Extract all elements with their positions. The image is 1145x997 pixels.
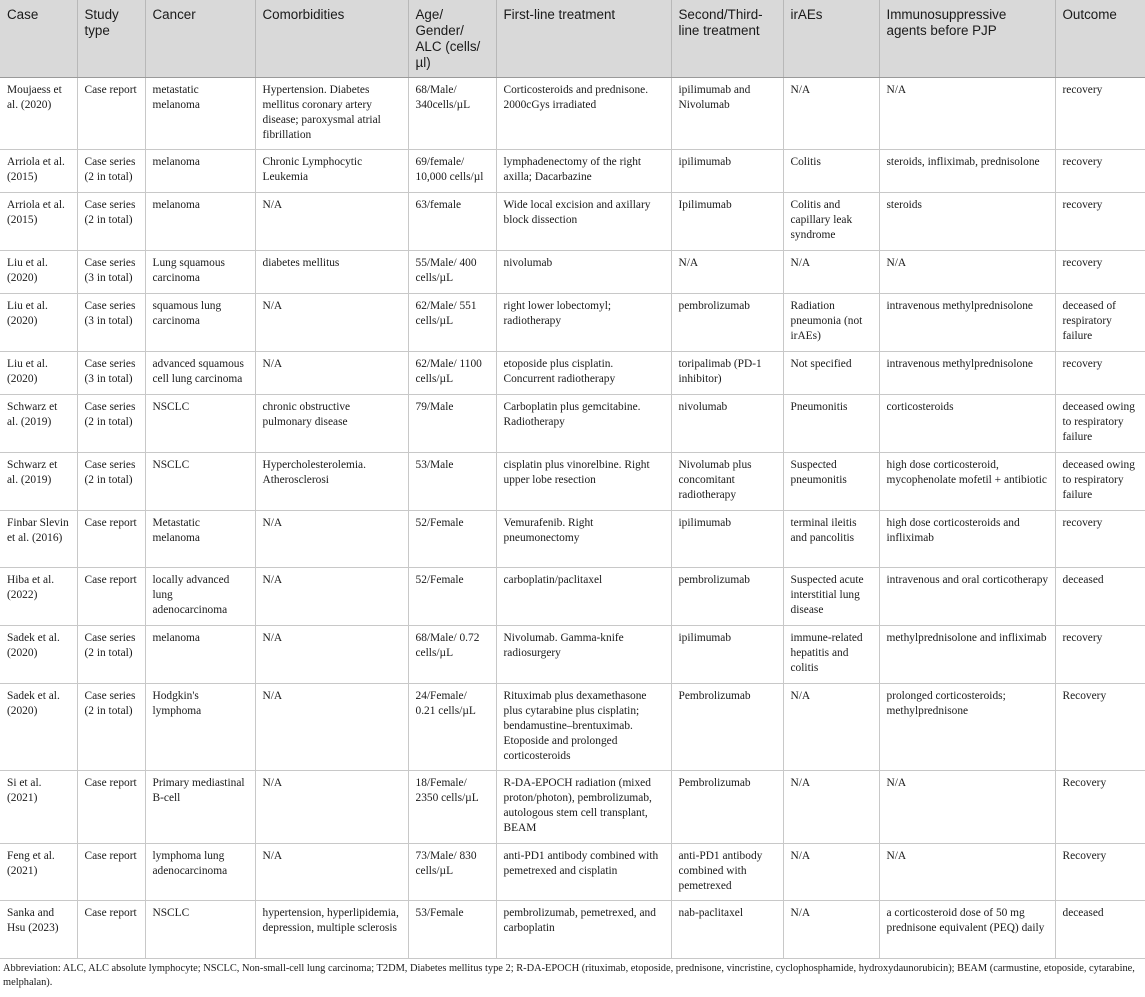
table-cell: Case series (2 in total): [77, 684, 145, 771]
table-cell: Case report: [77, 771, 145, 844]
table-cell: right lower lobectomyl; radiotherapy: [496, 294, 671, 352]
table-cell: Hypercholesterolemia. Atherosclerosi: [255, 453, 408, 511]
table-cell: Hypertension. Diabetes mellitus coronary artery disease; paroxysmal atrial fibrillation: [255, 78, 408, 150]
table-cell: Liu et al. (2020): [0, 251, 77, 294]
table-cell: Recovery: [1055, 844, 1145, 901]
table-cell: lymphoma lung adenocarcinoma: [145, 844, 255, 901]
table-cell: Metastatic melanoma: [145, 511, 255, 568]
table-cell: chronic obstructive pulmonary disease: [255, 395, 408, 453]
table-cell: 18/Female/ 2350 cells/µL: [408, 771, 496, 844]
table-cell: steroids: [879, 193, 1055, 251]
table-cell: recovery: [1055, 251, 1145, 294]
table-cell: Case report: [77, 901, 145, 959]
table-cell: Case report: [77, 78, 145, 150]
table-cell: Schwarz et al. (2019): [0, 395, 77, 453]
table-row: [0, 684, 1145, 771]
column-header: Second/Third-line treatment: [671, 0, 783, 78]
table-cell: nivolumab: [496, 251, 671, 294]
table-cell: Recovery: [1055, 771, 1145, 844]
table-cell: N/A: [879, 844, 1055, 901]
table-cell: Finbar Slevin et al. (2016): [0, 511, 77, 568]
table-cell: N/A: [783, 78, 879, 150]
table-cell: N/A: [255, 844, 408, 901]
table-cell: Colitis: [783, 150, 879, 193]
table-cell: Not specified: [783, 352, 879, 395]
table-cell: Rituximab plus dexamethasone plus cytarabine plus cisplatin; bendamustine–brentuximab. Etoposide and prolonged corticosteroids: [496, 684, 671, 771]
table-cell: deceased of respiratory failure: [1055, 294, 1145, 352]
table-cell: lymphadenectomy of the right axilla; Dacarbazine: [496, 150, 671, 193]
table-cell: Case report: [77, 511, 145, 568]
table-cell: N/A: [783, 771, 879, 844]
table-row: [0, 78, 1145, 150]
table-cell: pembrolizumab: [671, 294, 783, 352]
table-cell: pembrolizumab: [671, 568, 783, 626]
table-cell: N/A: [783, 251, 879, 294]
table-cell: Sanka and Hsu (2023): [0, 901, 77, 959]
table-cell: nab-paclitaxel: [671, 901, 783, 959]
table-cell: Nivolumab plus concomitant radiotherapy: [671, 453, 783, 511]
table-cell: Moujaess et al. (2020): [0, 78, 77, 150]
table-row: [0, 568, 1145, 626]
table-cell: 69/female/ 10,000 cells/µl: [408, 150, 496, 193]
table-cell: Case series (2 in total): [77, 453, 145, 511]
table-row: [0, 844, 1145, 901]
table-cell: intravenous methylprednisolone: [879, 352, 1055, 395]
table-cell: locally advanced lung adenocarcinoma: [145, 568, 255, 626]
table-cell: pembrolizumab, pemetrexed, and carboplatin: [496, 901, 671, 959]
table-cell: NSCLC: [145, 395, 255, 453]
table-cell: Feng et al. (2021): [0, 844, 77, 901]
table-cell: metastatic melanoma: [145, 78, 255, 150]
table-cell: Sadek et al. (2020): [0, 684, 77, 771]
table-cell: ipilimumab: [671, 626, 783, 684]
table-cell: R-DA-EPOCH radiation (mixed proton/photon), pembrolizumab, autologous stem cell transplant, BEAM: [496, 771, 671, 844]
table-cell: Hodgkin's lymphoma: [145, 684, 255, 771]
column-header: irAEs: [783, 0, 879, 78]
table-row: [0, 453, 1145, 511]
table-cell: Lung squamous carcinoma: [145, 251, 255, 294]
table-row: [0, 150, 1145, 193]
table-cell: N/A: [255, 294, 408, 352]
table-cell: Suspected pneumonitis: [783, 453, 879, 511]
table-cell: recovery: [1055, 511, 1145, 568]
table-cell: Case series (3 in total): [77, 251, 145, 294]
table-cell: Sadek et al. (2020): [0, 626, 77, 684]
table-cell: N/A: [255, 771, 408, 844]
header-row: [0, 0, 1145, 78]
table-cell: 62/Male/ 551 cells/µL: [408, 294, 496, 352]
table-cell: prolonged corticosteroids; methylprednisone: [879, 684, 1055, 771]
table-row: [0, 901, 1145, 959]
table-cell: Schwarz et al. (2019): [0, 453, 77, 511]
table-cell: anti-PD1 antibody combined with pemetrexed: [671, 844, 783, 901]
table-cell: ipilimumab: [671, 150, 783, 193]
column-header: Cancer: [145, 0, 255, 78]
table-cell: Arriola et al. (2015): [0, 150, 77, 193]
table-cell: 62/Male/ 1100 cells/µL: [408, 352, 496, 395]
table-cell: N/A: [255, 626, 408, 684]
table-cell: Colitis and capillary leak syndrome: [783, 193, 879, 251]
table-cell: Nivolumab. Gamma-knife radiosurgery: [496, 626, 671, 684]
table-cell: deceased owing to respiratory failure: [1055, 395, 1145, 453]
table-cell: Wide local excision and axillary block dissection: [496, 193, 671, 251]
table-cell: recovery: [1055, 352, 1145, 395]
table-cell: N/A: [879, 251, 1055, 294]
table-cell: Case series (2 in total): [77, 395, 145, 453]
table-cell: etoposide plus cisplatin. Concurrent radiotherapy: [496, 352, 671, 395]
table-cell: Pneumonitis: [783, 395, 879, 453]
table-cell: high dose corticosteroid, mycophenolate mofetil + antibiotic: [879, 453, 1055, 511]
table-cell: Case series (2 in total): [77, 193, 145, 251]
table-cell: Case report: [77, 844, 145, 901]
table-cell: 53/Female: [408, 901, 496, 959]
table-cell: N/A: [671, 251, 783, 294]
table-cell: carboplatin/paclitaxel: [496, 568, 671, 626]
table-cell: Case series (2 in total): [77, 150, 145, 193]
table-cell: Vemurafenib. Right pneumonectomy: [496, 511, 671, 568]
table-cell: 79/Male: [408, 395, 496, 453]
table-cell: N/A: [783, 901, 879, 959]
column-header: Comorbidities: [255, 0, 408, 78]
table-cell: Pembrolizumab: [671, 684, 783, 771]
table-cell: Si et al. (2021): [0, 771, 77, 844]
table-cell: methylprednisolone and infliximab: [879, 626, 1055, 684]
table-cell: intravenous and oral corticotherapy: [879, 568, 1055, 626]
table-cell: toripalimab (PD-1 inhibitor): [671, 352, 783, 395]
table-cell: 63/female: [408, 193, 496, 251]
table-cell: N/A: [879, 78, 1055, 150]
table-cell: N/A: [255, 568, 408, 626]
table-cell: Recovery: [1055, 684, 1145, 771]
footnote: Abbreviation: ALC, ALC absolute lymphocyte; NSCLC, Non-small-cell lung carcinoma; T2DM, Diabetes mellitus type 2; R-DA-EPOCH (rituximab, etoposide, prednisone, vincristine, cyclophosphamide, hydroxydaunorubicin); BEAM (carmustine, etoposide, cytarabine, melphalan).: [3, 963, 1135, 988]
table-cell: 53/Male: [408, 453, 496, 511]
table-cell: 68/Male/ 340cells/µL: [408, 78, 496, 150]
table-cell: melanoma: [145, 193, 255, 251]
table-cell: 52/Female: [408, 511, 496, 568]
column-header: Immunosuppressive agents before PJP: [879, 0, 1055, 78]
table-cell: deceased: [1055, 568, 1145, 626]
table-row: [0, 626, 1145, 684]
table-cell: Liu et al. (2020): [0, 294, 77, 352]
table-row: [0, 193, 1145, 251]
table-cell: recovery: [1055, 150, 1145, 193]
table-row: [0, 395, 1145, 453]
table-cell: melanoma: [145, 150, 255, 193]
column-header: Study type: [77, 0, 145, 78]
table-cell: high dose corticosteroids and infliximab: [879, 511, 1055, 568]
table-cell: N/A: [255, 193, 408, 251]
table-body: [0, 78, 1145, 959]
table-cell: N/A: [255, 684, 408, 771]
table-cell: 55/Male/ 400 cells/µL: [408, 251, 496, 294]
table-cell: recovery: [1055, 626, 1145, 684]
table-cell: Liu et al. (2020): [0, 352, 77, 395]
table-cell: Hiba et al. (2022): [0, 568, 77, 626]
table-cell: N/A: [255, 352, 408, 395]
column-header: First-line treatment: [496, 0, 671, 78]
table-cell: Carboplatin plus gemcitabine. Radiotherapy: [496, 395, 671, 453]
table-cell: 52/Female: [408, 568, 496, 626]
table-cell: Case series (3 in total): [77, 294, 145, 352]
table-cell: hypertension, hyperlipidemia, depression, multiple sclerosis: [255, 901, 408, 959]
table-row: [0, 352, 1145, 395]
table-cell: Case report: [77, 568, 145, 626]
table-cell: N/A: [255, 511, 408, 568]
table-cell: N/A: [783, 844, 879, 901]
table-cell: Chronic Lymphocytic Leukemia: [255, 150, 408, 193]
table-row: [0, 251, 1145, 294]
table-cell: a corticosteroid dose of 50 mg prednisone equivalent (PEQ) daily: [879, 901, 1055, 959]
table-cell: Primary mediastinal B-cell: [145, 771, 255, 844]
table-cell: NSCLC: [145, 453, 255, 511]
table-cell: recovery: [1055, 78, 1145, 150]
table-cell: corticosteroids: [879, 395, 1055, 453]
table-cell: Case series (2 in total): [77, 626, 145, 684]
table-cell: Arriola et al. (2015): [0, 193, 77, 251]
table-cell: anti-PD1 antibody combined with pemetrexed and cisplatin: [496, 844, 671, 901]
table-cell: NSCLC: [145, 901, 255, 959]
table-cell: deceased owing to respiratory failure: [1055, 453, 1145, 511]
table-cell: Pembrolizumab: [671, 771, 783, 844]
table-cell: advanced squamous cell lung carcinoma: [145, 352, 255, 395]
table-cell: immune-related hepatitis and colitis: [783, 626, 879, 684]
table-cell: recovery: [1055, 193, 1145, 251]
table-cell: nivolumab: [671, 395, 783, 453]
table-row: [0, 511, 1145, 568]
table-cell: Corticosteroids and prednisone. 2000cGys irradiated: [496, 78, 671, 150]
table-cell: Ipilimumab: [671, 193, 783, 251]
table-cell: Case series (3 in total): [77, 352, 145, 395]
table-cell: Radiation pneumonia (not irAEs): [783, 294, 879, 352]
table-cell: Suspected acute interstitial lung disease: [783, 568, 879, 626]
column-header: Case: [0, 0, 77, 78]
table-row: [0, 294, 1145, 352]
table-cell: terminal ileitis and pancolitis: [783, 511, 879, 568]
table-cell: steroids, infliximab, prednisolone: [879, 150, 1055, 193]
table-cell: deceased: [1055, 901, 1145, 959]
table-header: [0, 0, 1145, 78]
table-cell: 73/Male/ 830 cells/µL: [408, 844, 496, 901]
column-header: Outcome: [1055, 0, 1145, 78]
table-cell: squamous lung carcinoma: [145, 294, 255, 352]
table-cell: N/A: [879, 771, 1055, 844]
table-cell: melanoma: [145, 626, 255, 684]
table-row: [0, 771, 1145, 844]
column-header: Age/ Gender/ ALC (cells/µl): [408, 0, 496, 78]
table-cell: ipilimumab and Nivolumab: [671, 78, 783, 150]
table-cell: ipilimumab: [671, 511, 783, 568]
table-cell: 24/Female/ 0.21 cells/µL: [408, 684, 496, 771]
table-cell: diabetes mellitus: [255, 251, 408, 294]
table-cell: intravenous methylprednisolone: [879, 294, 1055, 352]
table-cell: 68/Male/ 0.72 cells/µL: [408, 626, 496, 684]
table-cell: N/A: [783, 684, 879, 771]
table-cell: cisplatin plus vinorelbine. Right upper lobe resection: [496, 453, 671, 511]
